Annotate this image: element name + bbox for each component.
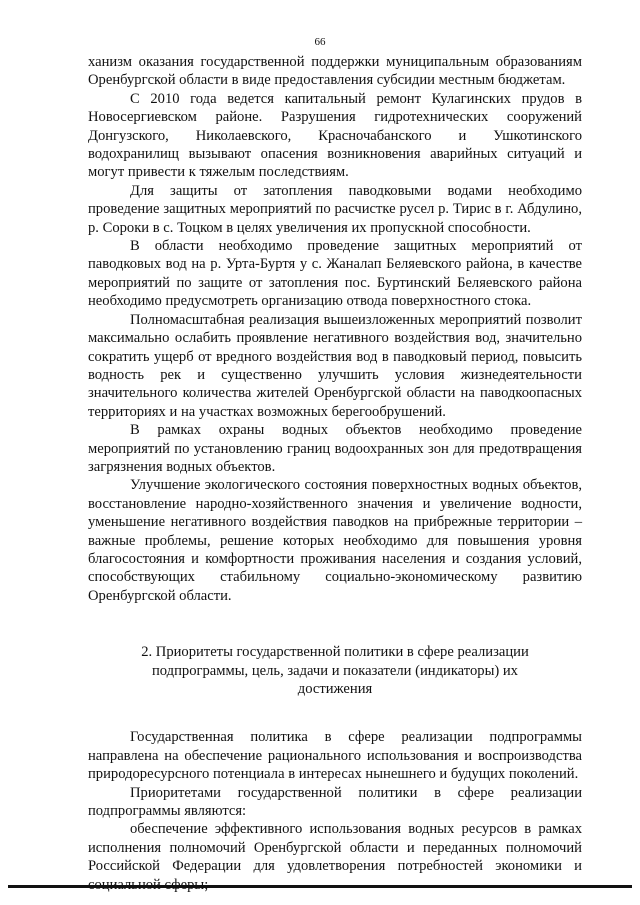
paragraph-kulaginsky-ponds: С 2010 года ведется капитальный ремонт Кулагинских прудов в Новосергиевском районе. Разрушения гидротехнических сооружений Донгузского, Николаевского, Красночабанского и Ушкотинского водохранилищ вызывают опасения возникновения аварийных ситуаций и могут привести к тяжелым последствиям. bbox=[88, 90, 582, 181]
document-body bbox=[88, 53, 582, 894]
paragraph-water-protection-zones: В рамках охраны водных объектов необходимо проведение мероприятий по установлению границ водоохранных зон для предотвращения загрязнения водных объектов. bbox=[88, 422, 582, 475]
paragraph-state-policy: Государственная политика в сфере реализации подпрограммы направлена на обеспечение рационального использования и воспроизводства природоресурсного потенциала в интересах нынешнего и будущих поколений. bbox=[88, 729, 582, 783]
bottom-rule bbox=[8, 885, 632, 888]
section-heading-line: подпрограммы, цель, задачи и показатели (индикаторы) их bbox=[152, 662, 518, 679]
paragraph-priority-item: обеспечение эффективного использования водных ресурсов в рамках исполнения полномочий Оренбургской области и переданных полномочий Российской Федерации для удовлетворения потребностей экономики и bbox=[88, 821, 582, 875]
paragraph-flood-protection: Для защиты от затопления паводковыми водами необходимо проведение защитных мероприятий по расчистке русел р. Тирис в г. Абдулино, р. Сороки в с. Тоцком в целях увеличения их пропускной способности. bbox=[88, 182, 582, 236]
paragraph-priorities: Приоритетами государственной политики в сфере реализации подпрограммы являются: bbox=[88, 784, 582, 820]
section-heading bbox=[88, 643, 582, 698]
paragraph-full-scale-implementation: Полномасштабная реализация вышеизложенных мероприятий позволит максимально ослабить проявление негативного воздействия вод, значительно сократить ущерб от вредного воздействия вод в паводковый период, повысить водность рек и существенно улучшить условия жизнедеятельности значительного количества жителей Оренбургской области на паводкоопасных территориях и на участках возможных берегообрушений. bbox=[88, 311, 582, 420]
paragraph-urta-burtya: В области необходимо проведение защитных мероприятий от паводковых вод на р. Урта-Буртя у с. Жаналап Беляевского района, в качестве мероприятий по защите от затопления пос. Буртинский Беляевского района необходимо предусмотреть организацию отвода поверхностного стока. bbox=[88, 238, 582, 310]
section-heading-line: 2. Приоритеты государственной политики в сфере реализации bbox=[141, 644, 529, 661]
section-heading-line: достижения bbox=[297, 681, 373, 697]
paragraph-ecological-improvement: Улучшение экологического состояния поверхностных водных объектов, восстановление народно-хозяйственного значения и увеличение водности, уменьшение негативного воздействия паводков на прибрежные территории – важные проблемы, решение которых необходимо для повышения уровня благосостояния и комфортности проживания населения и создания условий, способствующих стабильному социально-экономическому развитию Оренбургской области. bbox=[88, 477, 582, 604]
page-number: 66 bbox=[314, 36, 326, 48]
paragraph-continuation: ханизм оказания государственной поддержки муниципальным образованиям Оренбургской области в виде предоставления субсидии местным бюджетам. bbox=[88, 54, 582, 89]
